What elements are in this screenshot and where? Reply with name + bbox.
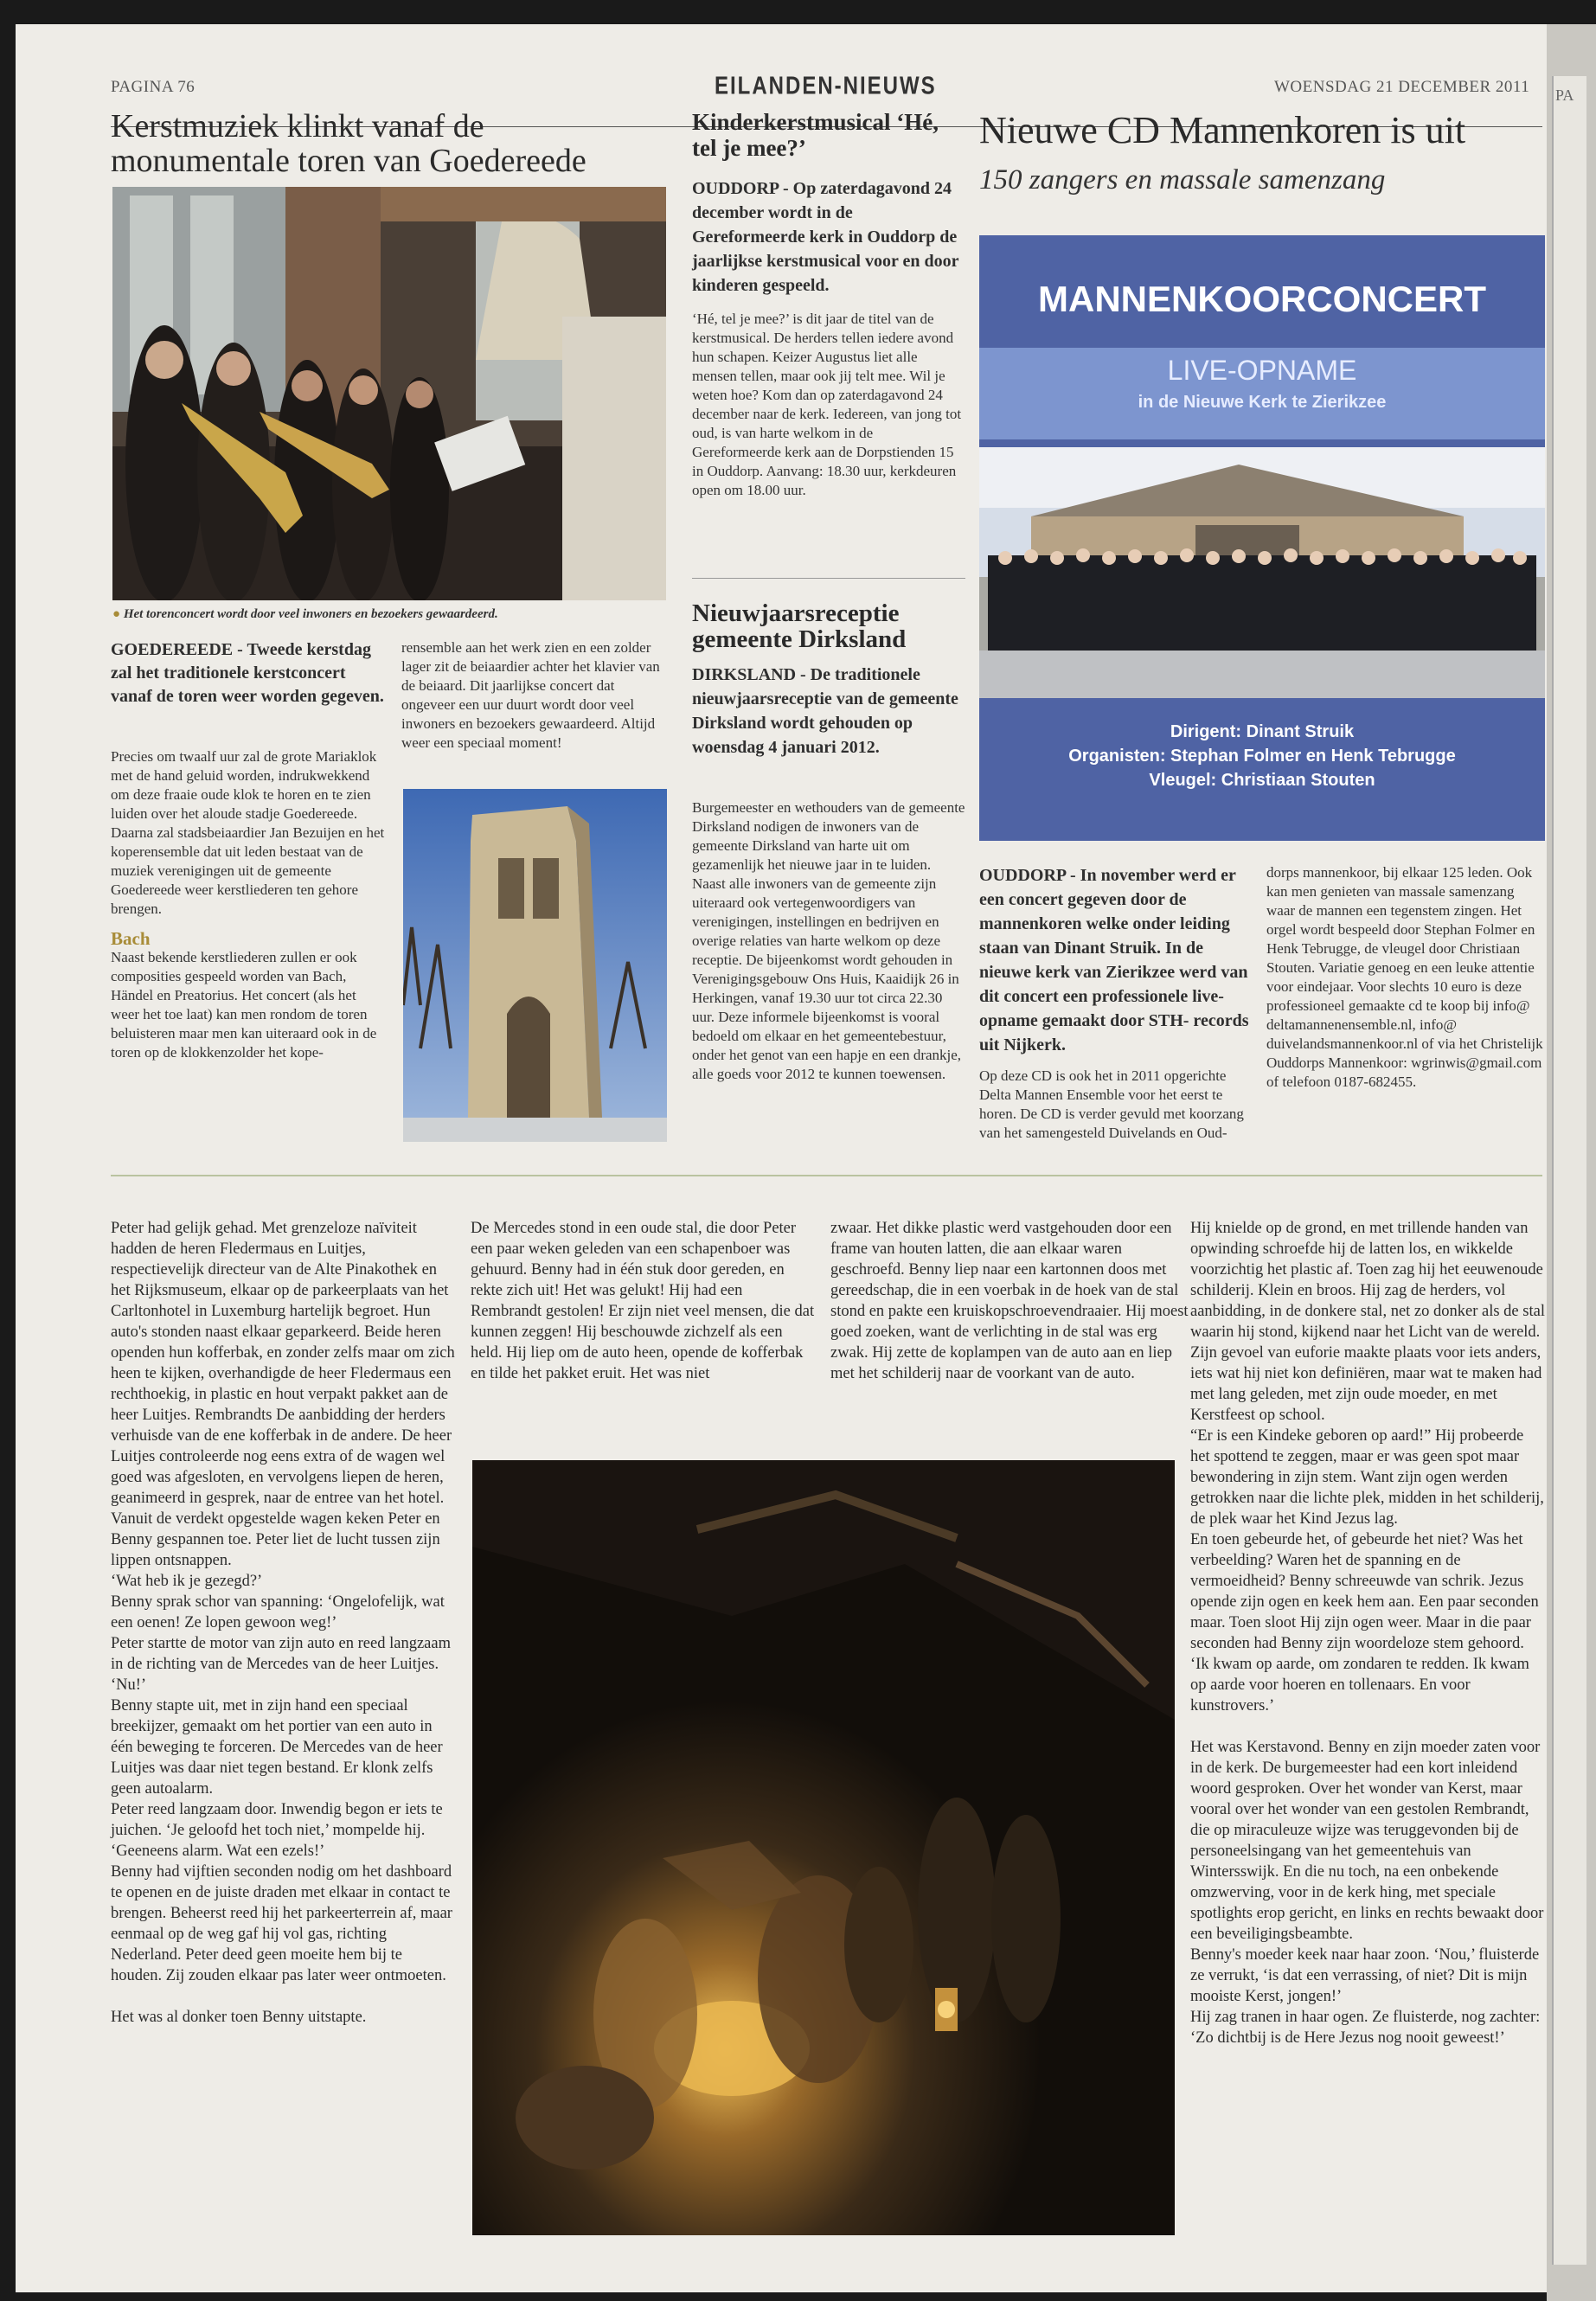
story-c1-p7: Peter reed langzaam door. Inwendig begon er iets te juichen. ‘Je geloofd het toch niet,’ mompelde hij. ‘Geeneens alarm. Wat een ezels!’ [111, 1801, 443, 1860]
story-column-2: De Mercedes stond in een oude stal, die door Peter een paar weken geleden van een schapenboer was gehuurd. Benny had in één stuk door gereden, en rekte zich uit! Het was gelukt! Hij had een Rembrandt gestolen! Er zijn niet veel mensen, die dat kunnen zeggen! Hij beschouwde zichzelf als een held. Hij liep om de auto heen, opende de kofferbak en tilde het pakket eruit. Het was niet [471, 1220, 815, 1382]
story-c4-p1: Hij knielde op de grond, en met trillende handen van opwinding schroefde hij de latten los, en wikkelde voorzichtig het plastic af. Toen zag hij het eeuwenoude schilderij. Klein en broos. Hij zag de herders, vol aanbidding, in de donkere stal, net zo donker als de stal waarin hij stond, kijkend naar het Licht van de wereld. Zijn gevoel van euforie maakte plaats voor iets anders, iets wat hij niet kon definiëren, maar wat te maken had met lang geleden, met zijn oude moeder, en met Kerstfeest op school. [1190, 1220, 1545, 1424]
story-column-3: zwaar. Het dikke plastic werd vastgehouden door een frame van houten latten, die aan elkaar waren geschroefd. Benny liep naar een kartonnen doos met gereedschap, die in een voerbak in de hoek van de stal stond en pakte een kruiskopschroevendraaier. Hij moest goed zoeken, want de verlichting in de stal was erg zwak. Hij zette de koplampen van de auto aan en liep met het schilderij naar de voorkant van de auto. [830, 1220, 1189, 1382]
next-page-label: PA [1555, 87, 1574, 104]
cd-cover [979, 235, 1545, 841]
musical-body: ‘Hé, tel je mee?’ is dit jaar de titel van de kerstmusical. De herders tellen iedere avond hun schapen. Keizer Augustus liet alle mensen tellen, maar ook jij telt mee. Wil je weten hoe? Kom dan op zaterdagavond 24 december naar de kerk. Iedereen, van jong tot oud, is van harte welkom in de Gereformeerde kerk aan de Dorpstienden 15 in Ouddorp. Aanvang: 18.30 uur, kerkdeuren open om 18.00 uur. [692, 311, 962, 498]
story-c1-p2: ‘Wat heb ik je gezegd?’ [111, 1573, 263, 1590]
story-c4-p2: “Er is een Kindeke geboren op aard!” Hij probeerde het spottend te zeggen, maar er was geen spot maar bewondering in zijn stem. Want zijn ogen werden getrokken naar die lichte plek, midden in het schilderij, de plek waar het Kind Jezus lag. [1190, 1427, 1544, 1528]
cd-subtitle: 150 zangers en massale samenzang [979, 164, 1386, 195]
story-c4-p6: Het was Kerstavond. Benny en zijn moeder zaten voor in de kerk. De burgemeester had een kort inleidend woord gesproken. Over het wonder van Kerst, maar vooral over het wonder van een gestolen Rembrandt, die op miraculeuze wijze was teruggevonden bij de personeelsingang van het gemeentehuis van Wintersswijk. En die nu toch, na een onbekende omzwerving, voor in de kerk hing, met speciale spotlights erop gericht, en links en rechts bewaakt door een beveiligingsbeambte. [1190, 1739, 1544, 1943]
toren-subhead: Bach [111, 928, 151, 949]
story-c1-p6: Benny stapte uit, met in zijn hand een speciaal breekijzer, gemaakt om het portier van een auto in één beweging te forceren. De Mercedes van de heer Luitjes was daar niet tegen bestand. Er klonk zelfs geen autoalarm. [111, 1697, 443, 1798]
story-column-4 [1190, 1218, 1545, 2048]
cd-cover-live: LIVE-OPNAME [1167, 355, 1357, 386]
toren-lead: GOEDEREEDE - Tweede kerstdag zal het traditionele kerstconcert vanaf de toren weer worden gegeven. [111, 640, 384, 706]
story-c1-p3: Benny sprak schor van spanning: ‘Ongelofelijk, wat een oenen! Ze lopen gewoon weg!’ [111, 1593, 445, 1631]
cd-vleugel: Vleugel: Christiaan Stouten [1149, 771, 1375, 790]
receptie-lead: DIRKSLAND - De traditionele nieuwjaarsreceptie van de gemeente Dirksland wordt gehouden op woensdag 4 januari 2012. [692, 665, 958, 757]
musical-lead: OUDDORP - Op zaterdagavond 24 december wordt in de Gereformeerde kerk in Ouddorp de jaarlijkse kerstmusical voor en door kinderen gespeeld. [692, 179, 959, 295]
next-page-edge [1547, 24, 1596, 2301]
issue-date: WOENSDAG 21 DECEMBER 2011 [1274, 78, 1530, 96]
page-number: PAGINA 76 [111, 78, 195, 96]
toren-title: Kerstmuziek klinkt vanaf de monumentale toren van Goedereede [111, 108, 586, 179]
musical-title: Kinderkerstmusical ‘Hé, tel je mee?’ [692, 109, 939, 161]
story-c4-p4: ‘Ik kwam op aarde, om zondaren te redden. Ik kwam op aarde voor hoeren en tollenaars. En voor kunstrovers.’ [1190, 1656, 1529, 1715]
story-c4-p8: Hij zag tranen in haar ogen. Ze fluisterde, nog zachter: ‘Zo dichtbij is de Here Jezus nog nooit geweest!’ [1190, 2009, 1541, 2047]
next-page-strip [1552, 76, 1586, 2265]
story-column-1 [111, 1218, 457, 2028]
story-c4-p7: Benny's moeder keek naar haar zoon. ‘Nou,’ fluisterde ze verrukt, ‘is dat een verrassing, of niet? Dit is mijn mooiste Kerst, jongen!’ [1190, 1946, 1540, 2005]
toren-column-1 [111, 747, 386, 1062]
story-c1-p9: Het was al donker toen Benny uitstapte. [111, 2009, 367, 2026]
toren-para-1: Precies om twaalf uur zal de grote Mariaklok met de hand geluid worden, indrukwekkend om deze fraaie oude klok te horen en te zien luiden over het aloude stadje Goedereede. Daarna zal stadsbeiaardier Jan Bezuijen en het koperensemble dat uit leden bestaat van de muziek verenigingen uit de gemeente Goedereede weer kerstliederen ten gehore brengen. [111, 748, 385, 917]
cd-body-1: Op deze CD is ook het in 2011 opgerichte Delta Mannen Ensemble voor het eerst te horen. De CD is verder gevuld met koorzang van het samengesteld Duivelands en Oud- [979, 1067, 1244, 1141]
masthead: EILANDEN-NIEUWS [715, 72, 937, 100]
cd-cover-location: in de Nieuwe Kerk te Zierikzee [1138, 393, 1387, 412]
church-tower-photo [403, 789, 667, 1142]
rembrandt-painting [472, 1460, 1175, 2235]
cd-cover-credits [979, 720, 1545, 792]
receptie-body: Burgemeester en wethouders van de gemeente Dirksland nodigen de inwoners van de gemeente Dirksland van harte uit om gezamenlijk het nieuwe jaar in te luiden. Naast alle inwoners van de gemeente zijn uiteraard ook vertegenwoordigers van verenigingen, instellingen en bedrijven en overige relaties van harte welkom op deze receptie. De bijeenkomst wordt gehouden in Verenigingsgebouw Ons Huis, Kaaidijk 26 in Herkingen, vanaf 19.30 uur tot circa 22.30 uur. Deze informele bijeenkomst is vooral bedoeld om elkaar en het gemeentebestuur, onder het genot van een hapje en een drankje, alle goeds voor 2012 te kunnen toewensen. [692, 799, 965, 1082]
brass-players-photo [112, 187, 666, 600]
toren-para-2: Naast bekende kerstliederen zullen er ook composities gespeeld worden van Bach, Händel en Preatorius. Het concert (als het weer het toe laat) kan men rondom de toren beluisteren maar men kan uiteraard ook in de toren op de klokkenzolder het kope- [111, 949, 377, 1061]
toren-para-3: rensemble aan het werk zien en een zolder lager zit de beiaardier achter het klavier van de beiaard. Dit jaarlijkse concert dat ongeveer een uur duurt wordt door veel inwoners en bezoekers gewaardeerd. Altijd weer een speciaal moment! [401, 639, 660, 751]
cd-dirigent: Dirigent: Dinant Struik [1170, 722, 1355, 741]
receptie-title: Nieuwjaarsreceptie gemeente Dirksland [692, 599, 907, 653]
story-c1-p8: Benny had vijftien seconden nodig om het dashboard te openen en de juiste draden met elkaar in contact te brengen. Beheerst reed hij het parkeerterrein af, maar eenmaal op de weg gaf hij vol gas, richting Nederland. Peter deed geen moeite hem bij te houden. Zij zouden elkaar pas later weer ontmoeten. [111, 1863, 452, 1984]
story-c1-p5: ‘Nu!’ [111, 1676, 147, 1694]
cd-lead: OUDDORP - In november werd er een concert gegeven door de mannenkoren welke onder leiding staan van Dinant Struik. In de nieuwe kerk van Zierikzee werd van dit concert een professionele live-opname gemaakt door STH- records uit Nijkerk. [979, 866, 1249, 1054]
choir-photo [979, 447, 1545, 698]
cd-body-2: dorps mannenkoor, bij elkaar 125 leden. Ook kan men genieten van massale samenzang waar de mannen een tegenstem zingen. Het orgel wordt bespeeld door Stephan Folmer en Henk Tebrugge, de vleugel door Christiaan Stouten. Variatie genoeg en een leuke attentie voor eindejaar. Voor slechts 10 euro is deze professioneel gemaakte cd te koop bij info@ deltamannenensemble.nl, info@ duivelandsmannenkoor.nl of via het Christelijk Ouddorps Mannenkoor: wgrinwis@gmail.com of telefoon 0187-682455. [1266, 864, 1543, 1090]
story-c4-p3: En toen gebeurde het, of gebeurde het niet? Was het verbeelding? Waren het de spanning en de vermoeidheid? Benny schreeuwde van schrik. Jezus opende zijn ogen en keek hem aan. Een paar seconden maar. Toen sloot Hij zijn ogen weer. Maar in die paar seconden had Benny zijn woordeloze stem gehoord. [1190, 1531, 1539, 1652]
section-divider [111, 1175, 1542, 1176]
cd-cover-title: MANNENKOORCONCERT [1038, 279, 1486, 319]
caption-bullet: ● [112, 607, 124, 621]
story-c1-p4: Peter startte de motor van zijn auto en reed langzaam in de richting van de Mercedes van de heer Luitjes. [111, 1635, 451, 1673]
musical-divider [692, 578, 965, 579]
toren-photo-caption: ● Het torenconcert wordt door veel inwoners en bezoekers gewaardeerd. [112, 607, 498, 621]
story-c1-p1: Peter had gelijk gehad. Met grenzeloze naïviteit hadden de heren Fledermaus en Luitjes, respectievelijk directeur van de Alte Pinakothek en het Rijksmuseum, elkaar op de parkeerplaats van het Carltonhotel in Luxemburg hartelijk begroet. Hun auto's stonden naast elkaar geparkeerd. Beide heren openden hun kofferbak, en zonder zelfs maar om zich heen te kijken, overhandigde de heer Fledermaus een rechthoekig, in plastic en hout verpakt pakket aan de heer Luitjes. Rembrandts De aanbidding der herders verhuisde van de ene kofferbak in de andere. De heer Luitjes controleerde nog eens extra of de wagen wel goed was afgesloten, en vervolgens liepen de heren, geanimeerd in gesprek, naar de entree van het hotel. Vanuit de verdekt opgestelde wagen keken Peter en Benny gespannen toe. Peter liet de lucht tussen zijn lippen ontsnappen. [111, 1220, 455, 1569]
story-c4-spacer [1190, 1716, 1545, 1737]
newspaper-page [16, 24, 1547, 2292]
cd-organisten: Organisten: Stephan Folmer en Henk Tebrugge [1068, 747, 1456, 766]
cd-title: Nieuwe CD Mannenkoren is uit [979, 109, 1466, 151]
